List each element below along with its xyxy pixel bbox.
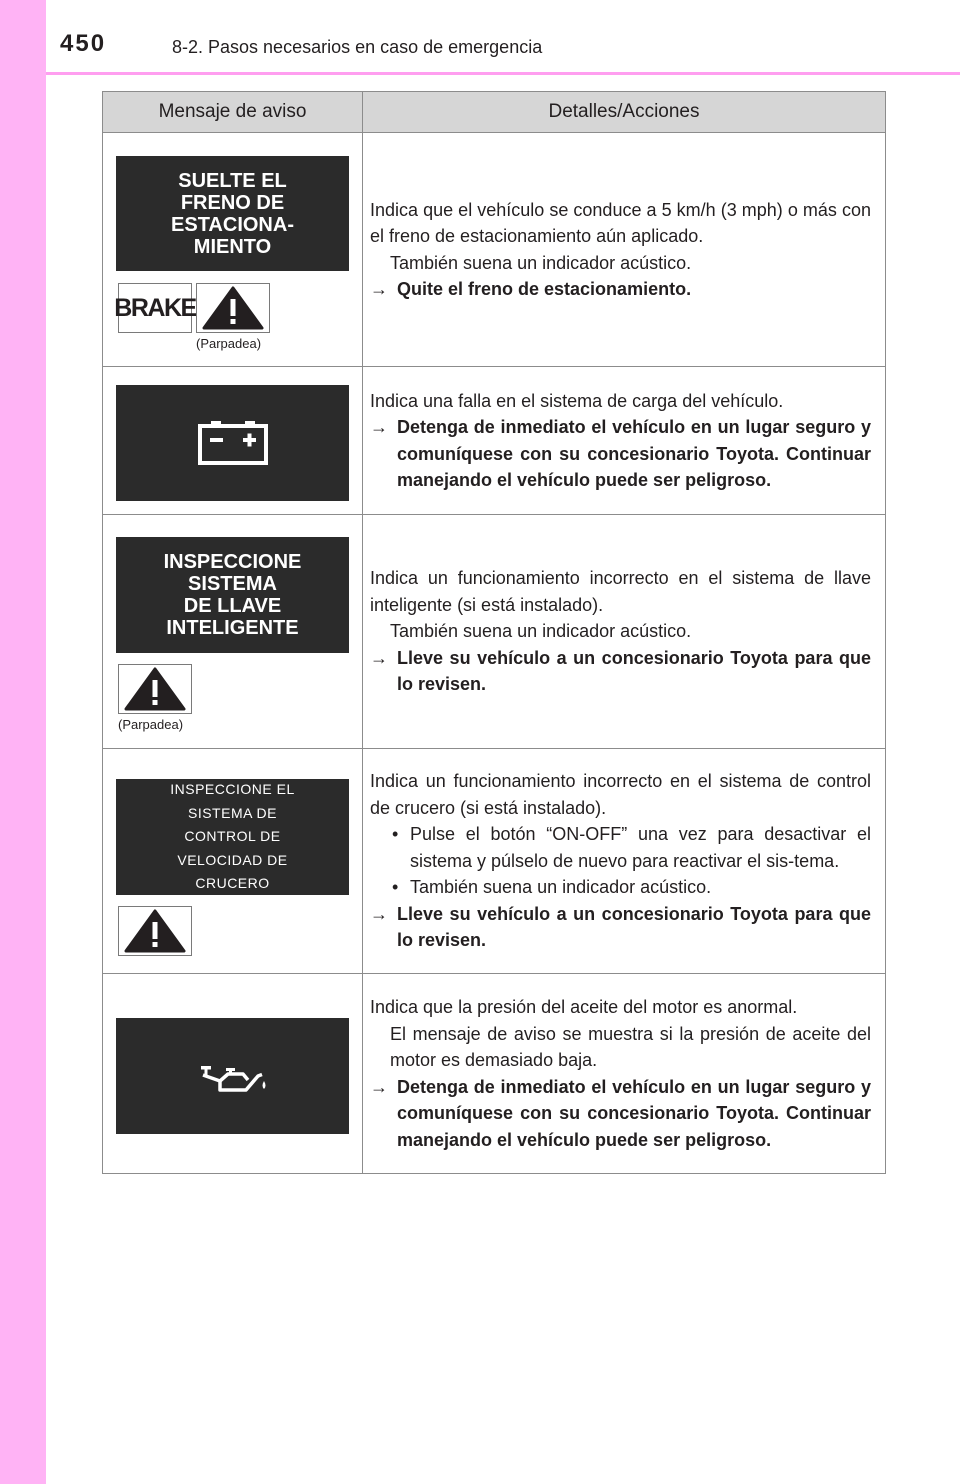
display-line: INSPECCIONE EL (170, 781, 295, 798)
details-cell (363, 515, 886, 749)
master-warning-icon (118, 664, 192, 714)
battery-icon (197, 421, 269, 465)
table-row (103, 749, 886, 974)
arrow-icon: → (370, 903, 388, 924)
message-cell (103, 133, 363, 367)
note-text: También suena un indicador acústico. (390, 252, 692, 273)
description-text: Indica un funcionamiento incorrecto en el sistema de llave inteligente (si está instalado). (370, 568, 871, 615)
description-text: Indica un funcionamiento incorrecto en el sistema de control de crucero (si está instalado). (370, 771, 871, 818)
details-cell (363, 974, 886, 1174)
display-line: MIENTO (193, 235, 272, 258)
page-number: 450 (60, 30, 107, 57)
display-line: SISTEMA (188, 573, 277, 595)
bullet-icon: • (392, 824, 399, 845)
arrow-icon: → (370, 1076, 388, 1097)
column-header-message: Mensaje de aviso (103, 92, 363, 133)
note-text: El mensaje de aviso se muestra si la presión de aceite del motor es demasiado baja. (390, 1023, 871, 1070)
action-text: Detenga de inmediato el vehículo en un lugar seguro y comuníquese con su concesionario Toyota. Continuar manejando el vehículo puede ser peligroso. (397, 1076, 871, 1150)
message-cell (103, 749, 363, 974)
arrow-icon: → (370, 417, 388, 437)
action-item (370, 1074, 871, 1154)
charging-system-display (116, 385, 349, 501)
description-text: Indica una falla en el sistema de carga del vehículo. (370, 390, 784, 411)
action-text: Detenga de inmediato el vehículo en un lugar seguro y comuníquese con su concesionario Toyota. Continuar manejando el vehículo puede ser peligroso. (397, 417, 871, 490)
display-line: INTELIGENTE (166, 617, 299, 639)
bullet-text: También suena un indicador acústico. (410, 877, 712, 898)
blink-caption: (Parpadea) (118, 717, 184, 732)
action-item (370, 645, 871, 698)
details-cell (363, 367, 886, 515)
display-line: CRUCERO (195, 875, 270, 892)
bullet-text: Pulse el botón “ON-OFF” una vez para desactivar el sistema y púlselo de nuevo para reactivar el sis-tema. (410, 824, 871, 871)
table-header-row (103, 92, 886, 133)
display-line: CONTROL DE (184, 828, 281, 845)
action-item (370, 276, 871, 303)
bullet-item (370, 874, 871, 901)
brake-indicator-icon (114, 283, 196, 333)
description-text: Indica que la presión del aceite del motor es anormal. (370, 997, 798, 1017)
details-cell (363, 133, 886, 367)
bullet-item (370, 821, 871, 874)
message-cell (103, 974, 363, 1174)
smart-key-display (116, 537, 349, 653)
display-line: DE LLAVE (183, 595, 282, 617)
action-text: Quite el freno de estacionamiento. (397, 279, 692, 299)
oil-pressure-display (116, 1018, 349, 1134)
brake-indicator-label: BRAKE (114, 293, 196, 322)
chapter-side-tab (0, 0, 46, 1484)
message-cell (103, 515, 363, 749)
display-line: INSPECCIONE (163, 551, 302, 573)
warning-message-table (102, 91, 886, 1174)
table-row (103, 367, 886, 515)
column-header-details: Detalles/Acciones (363, 92, 886, 133)
master-warning-icon (196, 283, 270, 333)
display-line: VELOCIDAD DE (177, 851, 288, 868)
section-title: 8-2. Pasos necesarios en caso de emergencia (172, 37, 543, 57)
display-line: FRENO DE (180, 191, 285, 214)
oil-pressure-icon (198, 1058, 268, 1094)
message-cell (103, 367, 363, 515)
cruise-control-display (116, 779, 349, 895)
table-row (103, 133, 886, 367)
description-text: Indica que el vehículo se conduce a 5 km/h (3 mph) o más con el freno de estacionamiento aún aplicado. (370, 199, 871, 246)
parking-brake-display (116, 156, 349, 271)
blink-caption: (Parpadea) (196, 336, 262, 351)
note-text: También suena un indicador acústico. (390, 621, 692, 642)
display-line: SISTEMA DE (187, 804, 278, 821)
master-warning-icon (118, 906, 192, 956)
table-row (103, 974, 886, 1174)
arrow-icon: → (370, 279, 388, 299)
action-text: Lleve su vehículo a un concesionario Toyota para que lo revisen. (397, 903, 871, 951)
arrow-icon: → (370, 647, 388, 668)
bullet-icon: • (392, 877, 399, 898)
display-line: ESTACIONA- (171, 213, 294, 236)
action-item (370, 414, 871, 494)
header-rule (46, 72, 960, 75)
display-line: SUELTE EL (178, 169, 287, 192)
details-cell (363, 749, 886, 974)
action-item (370, 901, 871, 954)
table-row (103, 515, 886, 749)
action-text: Lleve su vehículo a un concesionario Toyota para que lo revisen. (397, 647, 871, 695)
